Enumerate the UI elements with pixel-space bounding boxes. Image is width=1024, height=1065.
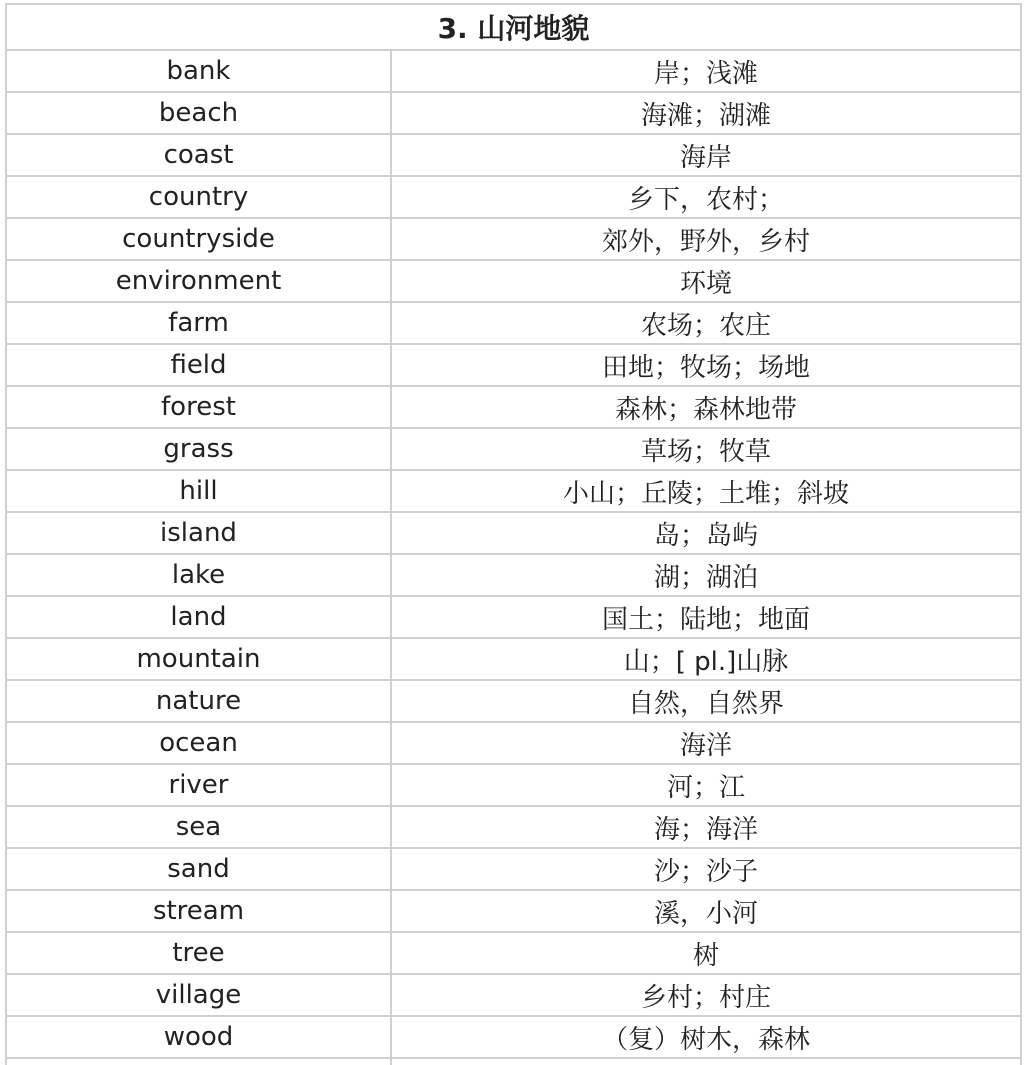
vocabulary-table [5,3,1022,1065]
english-word-cell[interactable]: lake [7,555,392,595]
chinese-meaning-cell[interactable]: 国土；陆地；地面 [392,597,1022,637]
english-word-cell[interactable]: environment [7,261,392,301]
chinese-meaning-cell[interactable]: 海；海洋 [392,807,1022,847]
english-word-cell[interactable]: countryside [7,219,392,259]
chinese-meaning-cell[interactable]: 农场；农庄 [392,303,1022,343]
table-title[interactable]: 3. 山河地貌 [7,5,1022,51]
table-row [7,387,1022,429]
chinese-meaning-cell[interactable]: 岸；浅滩 [392,51,1022,91]
english-word-cell[interactable]: bank [7,51,392,91]
english-word-cell[interactable]: sea [7,807,392,847]
chinese-meaning-cell[interactable]: 海岸 [392,135,1022,175]
english-word-cell[interactable]: ocean [7,723,392,763]
english-word-cell[interactable]: river [7,765,392,805]
empty-cell[interactable] [7,1059,392,1065]
english-word-cell[interactable]: farm [7,303,392,343]
english-word-cell[interactable]: mountain [7,639,392,679]
chinese-meaning-cell[interactable]: 乡下，农村； [392,177,1022,217]
english-word-cell[interactable]: island [7,513,392,553]
empty-row [7,1059,1022,1065]
table-row [7,177,1022,219]
table-row [7,597,1022,639]
english-word-cell[interactable]: coast [7,135,392,175]
table-row [7,345,1022,387]
table-row [7,975,1022,1017]
chinese-meaning-cell[interactable]: 环境 [392,261,1022,301]
chinese-meaning-cell[interactable]: 小山；丘陵；土堆；斜坡 [392,471,1022,511]
english-word-cell[interactable]: country [7,177,392,217]
chinese-meaning-cell[interactable]: 山；[ pl.]山脉 [392,639,1022,679]
english-word-cell[interactable]: tree [7,933,392,973]
table-row [7,849,1022,891]
english-word-cell[interactable]: land [7,597,392,637]
table-row [7,51,1022,93]
english-word-cell[interactable]: grass [7,429,392,469]
english-word-cell[interactable]: beach [7,93,392,133]
chinese-meaning-cell[interactable]: 草场；牧草 [392,429,1022,469]
empty-cell[interactable] [392,1059,1022,1065]
table-row [7,807,1022,849]
table-row [7,513,1022,555]
chinese-meaning-cell[interactable]: 河；江 [392,765,1022,805]
table-row [7,303,1022,345]
chinese-meaning-cell[interactable]: 田地；牧场；场地 [392,345,1022,385]
chinese-meaning-cell[interactable]: 树 [392,933,1022,973]
chinese-meaning-cell[interactable]: 海滩；湖滩 [392,93,1022,133]
chinese-meaning-cell[interactable]: 森林；森林地带 [392,387,1022,427]
table-row [7,723,1022,765]
english-word-cell[interactable]: hill [7,471,392,511]
chinese-meaning-cell[interactable]: 海洋 [392,723,1022,763]
table-row [7,471,1022,513]
english-word-cell[interactable]: forest [7,387,392,427]
chinese-meaning-cell[interactable]: 湖；湖泊 [392,555,1022,595]
chinese-meaning-cell[interactable]: 溪，小河 [392,891,1022,931]
english-word-cell[interactable]: wood [7,1017,392,1057]
table-row [7,135,1022,177]
table-row [7,933,1022,975]
table-body [7,51,1022,1059]
chinese-meaning-cell[interactable]: 自然，自然界 [392,681,1022,721]
english-word-cell[interactable]: field [7,345,392,385]
table-row [7,555,1022,597]
table-row [7,891,1022,933]
chinese-meaning-cell[interactable]: （复）树木，森林 [392,1017,1022,1057]
english-word-cell[interactable]: village [7,975,392,1015]
english-word-cell[interactable]: sand [7,849,392,889]
table-row [7,219,1022,261]
table-row [7,261,1022,303]
chinese-meaning-cell[interactable]: 岛；岛屿 [392,513,1022,553]
table-row [7,681,1022,723]
table-row [7,765,1022,807]
chinese-meaning-cell[interactable]: 沙；沙子 [392,849,1022,889]
chinese-meaning-cell[interactable]: 郊外，野外，乡村 [392,219,1022,259]
english-word-cell[interactable]: nature [7,681,392,721]
table-row [7,1017,1022,1059]
english-word-cell[interactable]: stream [7,891,392,931]
table-row [7,93,1022,135]
table-row [7,429,1022,471]
chinese-meaning-cell[interactable]: 乡村；村庄 [392,975,1022,1015]
table-row [7,639,1022,681]
